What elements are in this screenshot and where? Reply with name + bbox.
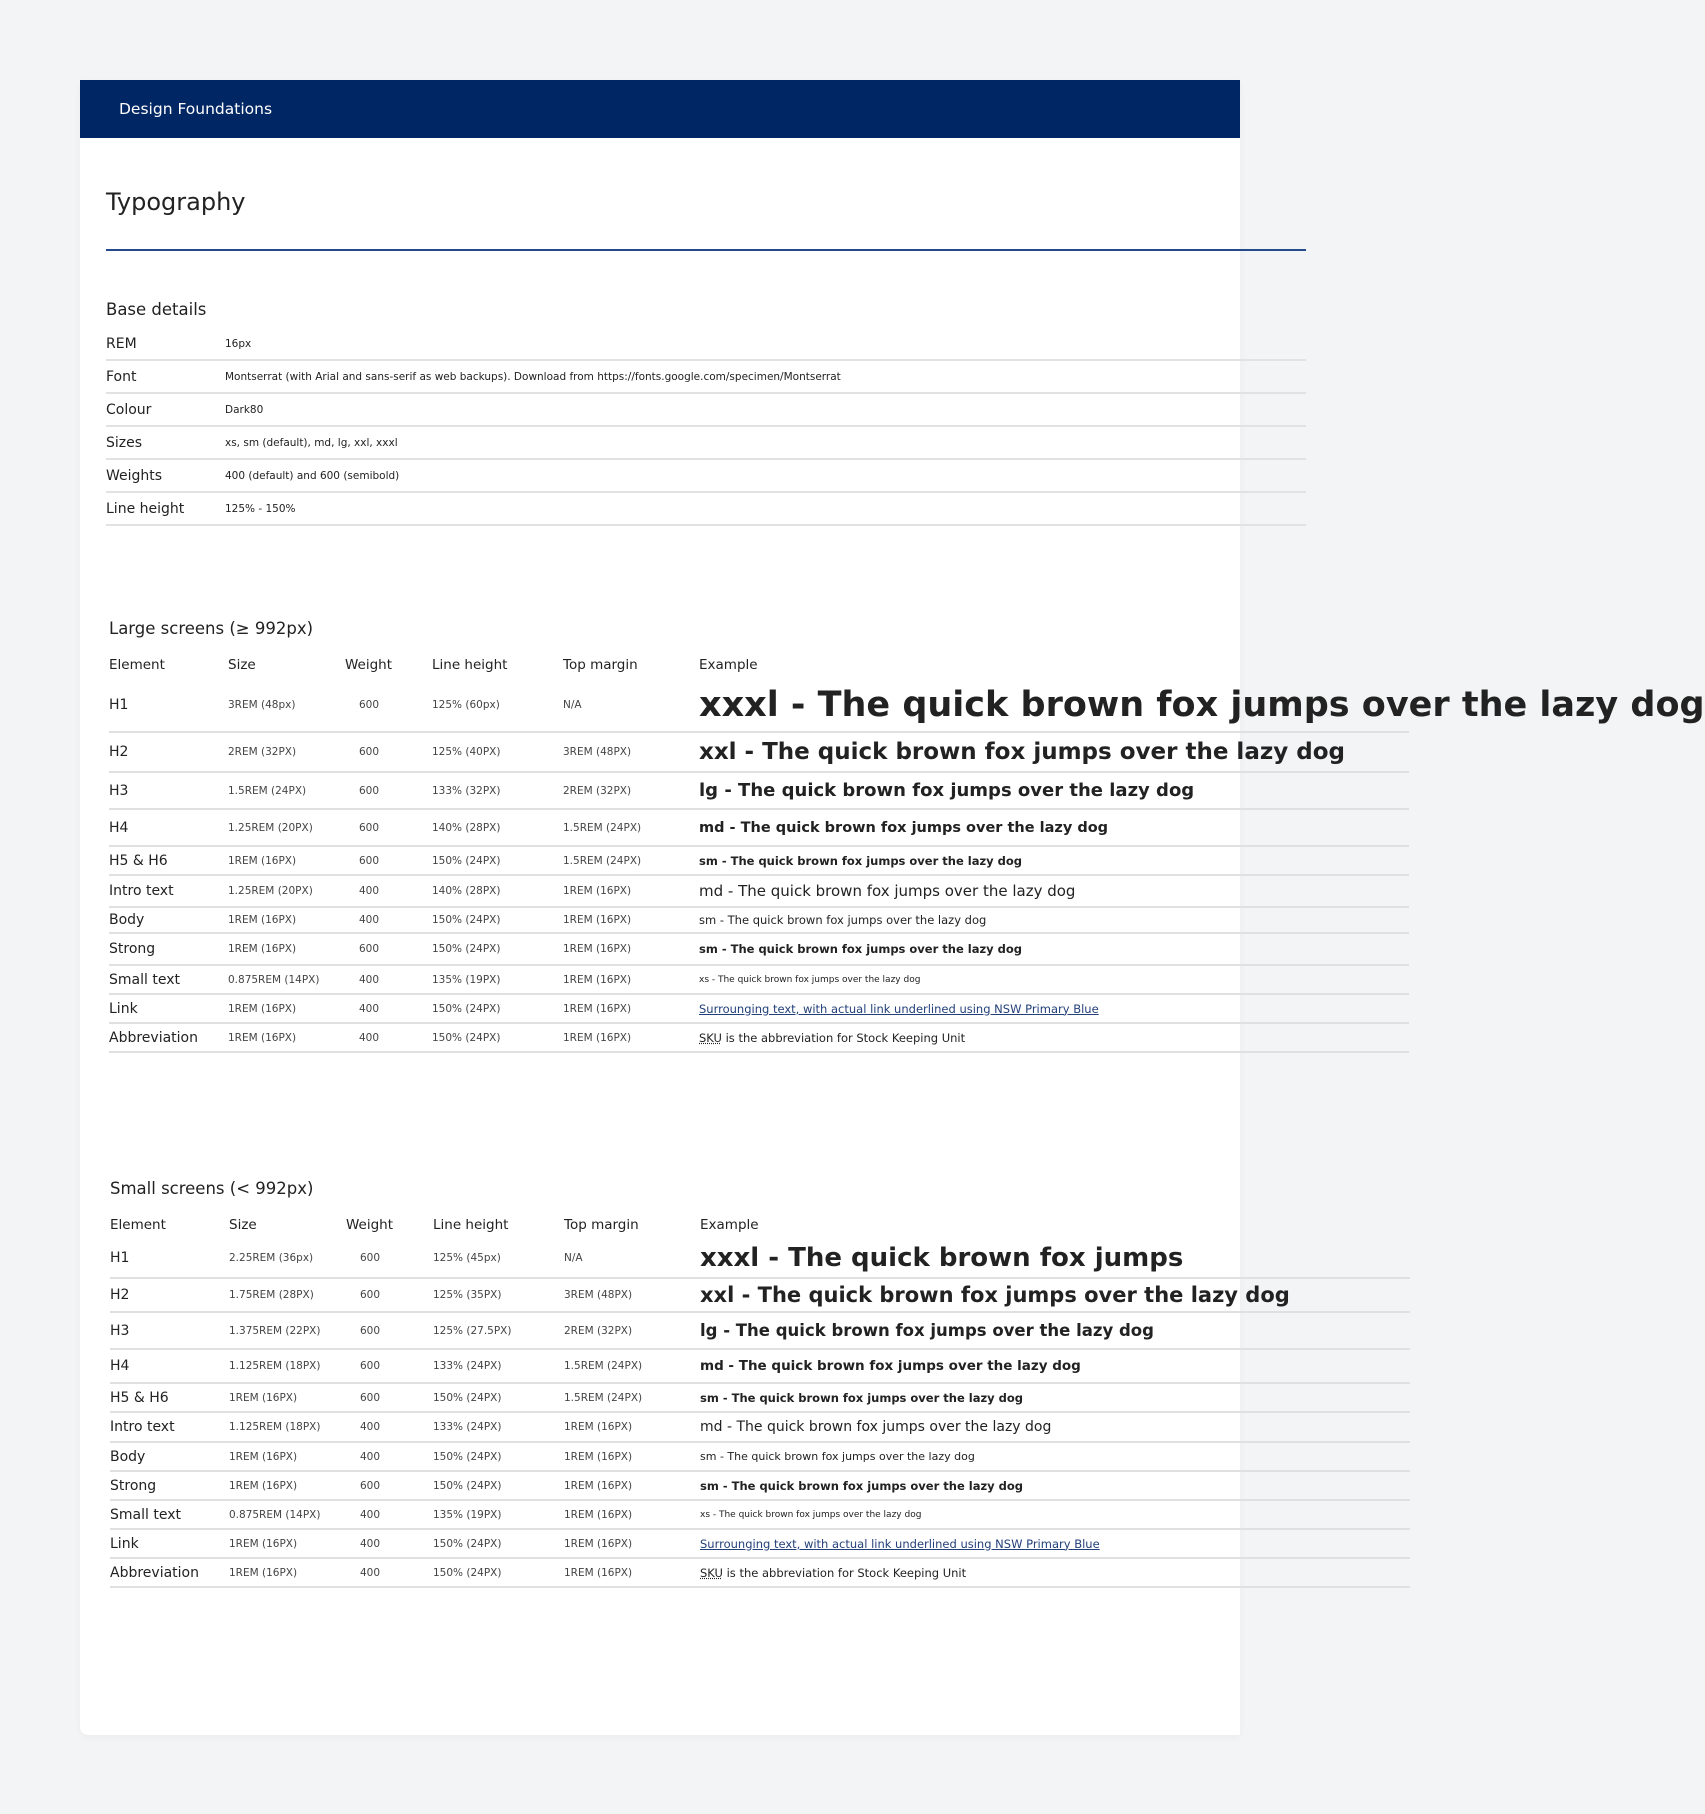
column-header-line-height: Line height: [432, 657, 508, 673]
element-name: H4: [110, 1349, 229, 1383]
example-text: md - The quick brown fox jumps over the lazy dog: [699, 809, 1409, 846]
size-value: 1REM (16PX): [228, 994, 345, 1023]
element-name: Strong: [109, 933, 228, 965]
small-screens-title: Small screens (< 992px): [110, 1179, 314, 1198]
element-name: H1: [109, 678, 228, 732]
base-label: REM: [106, 329, 225, 360]
table-row: [109, 1023, 1409, 1052]
weight-value: 400: [345, 907, 432, 933]
size-value: 1REM (16PX): [229, 1558, 346, 1587]
example-text: [700, 1529, 1410, 1558]
table-row: [109, 732, 1409, 772]
weight-value: 600: [345, 809, 432, 846]
top-margin-value: 2REM (32PX): [563, 772, 699, 809]
line-height-value: 150% (24PX): [432, 994, 563, 1023]
table-row: [110, 1412, 1410, 1442]
base-row: [106, 459, 1306, 492]
top-margin-value: 1REM (16PX): [563, 875, 699, 907]
line-height-value: 150% (24PX): [432, 846, 563, 875]
column-header-size: Size: [229, 1217, 257, 1233]
weight-value: 600: [346, 1278, 433, 1312]
example-text: lg - The quick brown fox jumps over the lazy dog: [699, 772, 1409, 809]
base-value: 16px: [225, 329, 1306, 360]
base-row: [106, 426, 1306, 459]
weight-value: 600: [346, 1312, 433, 1349]
example-text: md - The quick brown fox jumps over the lazy dog: [700, 1412, 1410, 1442]
top-margin-value: 1REM (16PX): [563, 933, 699, 965]
element-name: Body: [110, 1442, 229, 1471]
table-row: [110, 1471, 1410, 1500]
line-height-value: 125% (35PX): [433, 1278, 564, 1312]
column-header-weight: Weight: [345, 657, 393, 673]
size-value: 1REM (16PX): [228, 1023, 345, 1052]
weight-value: 400: [345, 965, 432, 994]
example-text: sm - The quick brown fox jumps over the lazy dog: [699, 933, 1409, 965]
weight-value: 600: [346, 1471, 433, 1500]
abbreviation-text: is the abbreviation for Stock Keeping Unit: [721, 1030, 966, 1045]
size-value: 1REM (16PX): [229, 1529, 346, 1558]
line-height-value: 140% (28PX): [432, 875, 563, 907]
top-margin-value: 1REM (16PX): [564, 1529, 700, 1558]
top-margin-value: 3REM (48PX): [564, 1278, 700, 1312]
line-height-value: 133% (24PX): [433, 1412, 564, 1442]
base-details-title: Base details: [106, 300, 207, 319]
element-name: Abbreviation: [109, 1023, 228, 1052]
column-header-element: Element: [109, 657, 165, 673]
top-margin-value: 1REM (16PX): [564, 1442, 700, 1471]
top-margin-value: 2REM (32PX): [564, 1312, 700, 1349]
size-value: 1REM (16PX): [229, 1442, 346, 1471]
element-name: H2: [110, 1278, 229, 1312]
abbreviation-sku: SKU: [699, 1030, 722, 1045]
top-margin-value: N/A: [564, 1238, 700, 1278]
line-height-value: 125% (60px): [432, 678, 563, 732]
line-height-value: 150% (24PX): [432, 907, 563, 933]
line-height-value: 150% (24PX): [433, 1383, 564, 1412]
size-value: 3REM (48px): [228, 678, 345, 732]
weight-value: 400: [346, 1529, 433, 1558]
size-value: 1.25REM (20PX): [228, 809, 345, 846]
example-text: xxl - The quick brown fox jumps over the lazy dog: [699, 732, 1409, 772]
weight-value: 400: [345, 994, 432, 1023]
weight-value: 400: [346, 1412, 433, 1442]
table-header-row: [110, 1212, 1410, 1238]
base-value: Dark80: [225, 393, 1306, 426]
base-value: 125% - 150%: [225, 492, 1306, 525]
size-value: 1.375REM (22PX): [229, 1312, 346, 1349]
top-margin-value: 1REM (16PX): [564, 1558, 700, 1587]
line-height-value: 125% (40PX): [432, 732, 563, 772]
base-label: Colour: [106, 393, 225, 426]
abbreviation-sku: SKU: [700, 1565, 723, 1580]
size-value: 2.25REM (36px): [229, 1238, 346, 1278]
size-value: 1REM (16PX): [228, 907, 345, 933]
abbreviation-text: is the abbreviation for Stock Keeping Unit: [722, 1565, 967, 1580]
base-value: 400 (default) and 600 (semibold): [225, 459, 1306, 492]
example-link[interactable]: Surrounging text, with actual link underlined using NSW Primary Blue: [699, 1001, 1099, 1016]
table-row: [109, 907, 1409, 933]
table-row: [110, 1442, 1410, 1471]
element-name: Link: [109, 994, 228, 1023]
element-name: Small text: [110, 1500, 229, 1529]
table-row: [110, 1383, 1410, 1412]
element-name: Body: [109, 907, 228, 933]
table-row: [110, 1529, 1410, 1558]
element-name: H5 & H6: [109, 846, 228, 875]
table-row: [110, 1278, 1410, 1312]
size-value: 1.25REM (20PX): [228, 875, 345, 907]
column-header-element: Element: [110, 1217, 166, 1233]
weight-value: 400: [346, 1442, 433, 1471]
element-name: Intro text: [110, 1412, 229, 1442]
example-text: [699, 994, 1409, 1023]
size-value: 1REM (16PX): [228, 933, 345, 965]
table-row: [110, 1558, 1410, 1587]
line-height-value: 150% (24PX): [432, 1023, 563, 1052]
line-height-value: 125% (27.5PX): [433, 1312, 564, 1349]
top-margin-value: 1.5REM (24PX): [564, 1383, 700, 1412]
example-text: sm - The quick brown fox jumps over the lazy dog: [700, 1471, 1410, 1500]
header-bar: [80, 80, 1240, 138]
example-text: xxxl - The quick brown fox jumps: [700, 1238, 1410, 1278]
base-label: Weights: [106, 459, 225, 492]
large-screens-table: [109, 652, 1705, 1053]
example-text: sm - The quick brown fox jumps over the lazy dog: [700, 1442, 1410, 1471]
table-row: [110, 1312, 1410, 1349]
element-name: H3: [110, 1312, 229, 1349]
header-title: Design Foundations: [119, 100, 273, 118]
base-label: Line height: [106, 492, 225, 525]
top-margin-value: 1REM (16PX): [563, 994, 699, 1023]
base-row: [106, 329, 1306, 360]
column-header-size: Size: [228, 657, 256, 673]
example-text: lg - The quick brown fox jumps over the lazy dog: [700, 1312, 1410, 1349]
element-name: Link: [110, 1529, 229, 1558]
top-margin-value: 1REM (16PX): [564, 1500, 700, 1529]
size-value: 1REM (16PX): [229, 1383, 346, 1412]
size-value: 1.5REM (24PX): [228, 772, 345, 809]
example-text: [699, 1023, 1409, 1052]
example-text: md - The quick brown fox jumps over the lazy dog: [700, 1349, 1410, 1383]
element-name: H2: [109, 732, 228, 772]
size-value: 1REM (16PX): [229, 1471, 346, 1500]
example-text: xs - The quick brown fox jumps over the lazy dog: [699, 965, 1409, 994]
size-value: 2REM (32PX): [228, 732, 345, 772]
weight-value: 600: [345, 846, 432, 875]
line-height-value: 140% (28PX): [432, 809, 563, 846]
column-header-example: Example: [700, 1217, 759, 1233]
table-row: [109, 933, 1409, 965]
example-text: md - The quick brown fox jumps over the lazy dog: [699, 875, 1409, 907]
base-row: [106, 393, 1306, 426]
table-row: [109, 678, 1409, 732]
small-screens-table: [110, 1212, 1410, 1588]
weight-value: 600: [345, 933, 432, 965]
example-link[interactable]: Surrounging text, with actual link underlined using NSW Primary Blue: [700, 1536, 1100, 1551]
weight-value: 600: [345, 678, 432, 732]
table-row: [109, 809, 1409, 846]
example-text: [700, 1558, 1410, 1587]
element-name: H4: [109, 809, 228, 846]
base-label: Sizes: [106, 426, 225, 459]
line-height-value: 135% (19PX): [432, 965, 563, 994]
size-value: 1.125REM (18PX): [229, 1349, 346, 1383]
element-name: Strong: [110, 1471, 229, 1500]
base-row: [106, 360, 1306, 393]
element-name: H1: [110, 1238, 229, 1278]
example-text: sm - The quick brown fox jumps over the lazy dog: [699, 846, 1409, 875]
line-height-value: 133% (24PX): [433, 1349, 564, 1383]
top-margin-value: 1.5REM (24PX): [563, 809, 699, 846]
top-margin-value: 1REM (16PX): [563, 1023, 699, 1052]
title-divider: [106, 249, 1306, 251]
weight-value: 600: [346, 1383, 433, 1412]
base-value: Montserrat (with Arial and sans-serif as web backups). Download from https://fonts.google.com/specimen/Montserrat: [225, 360, 1306, 393]
base-details-table: [106, 329, 1306, 526]
example-text: sm - The quick brown fox jumps over the lazy dog: [700, 1383, 1410, 1412]
base-label: Font: [106, 360, 225, 393]
line-height-value: 150% (24PX): [433, 1442, 564, 1471]
weight-value: 400: [346, 1558, 433, 1587]
element-name: Abbreviation: [110, 1558, 229, 1587]
line-height-value: 150% (24PX): [433, 1471, 564, 1500]
top-margin-value: N/A: [563, 678, 699, 732]
column-header-top-margin: Top margin: [563, 657, 638, 673]
table-row: [109, 875, 1409, 907]
column-header-weight: Weight: [346, 1217, 394, 1233]
size-value: 1REM (16PX): [228, 846, 345, 875]
table-row: [110, 1238, 1410, 1278]
line-height-value: 133% (32PX): [432, 772, 563, 809]
table-row: [109, 772, 1409, 809]
column-header-line-height: Line height: [433, 1217, 509, 1233]
size-value: 0.875REM (14PX): [229, 1500, 346, 1529]
table-header-row: [109, 652, 1409, 678]
weight-value: 600: [346, 1238, 433, 1278]
base-row: [106, 492, 1306, 525]
top-margin-value: 3REM (48PX): [563, 732, 699, 772]
weight-value: 600: [345, 732, 432, 772]
example-text: sm - The quick brown fox jumps over the lazy dog: [699, 907, 1409, 933]
line-height-value: 125% (45px): [433, 1238, 564, 1278]
top-margin-value: 1.5REM (24PX): [563, 846, 699, 875]
element-name: Small text: [109, 965, 228, 994]
table-row: [109, 994, 1409, 1023]
weight-value: 600: [345, 772, 432, 809]
example-text: xxxl - The quick brown fox jumps over the lazy dog: [699, 678, 1409, 732]
weight-value: 600: [346, 1349, 433, 1383]
element-name: Intro text: [109, 875, 228, 907]
example-text: xxl - The quick brown fox jumps over the lazy dog: [700, 1278, 1410, 1312]
table-row: [109, 846, 1409, 875]
weight-value: 400: [346, 1500, 433, 1529]
page-title: Typography: [106, 188, 246, 216]
line-height-value: 135% (19PX): [433, 1500, 564, 1529]
element-name: H5 & H6: [110, 1383, 229, 1412]
typography-card: [80, 80, 1705, 1735]
line-height-value: 150% (24PX): [433, 1529, 564, 1558]
column-header-example: Example: [699, 657, 758, 673]
size-value: 0.875REM (14PX): [228, 965, 345, 994]
column-header-top-margin: Top margin: [564, 1217, 639, 1233]
example-text: xs - The quick brown fox jumps over the lazy dog: [700, 1500, 1410, 1529]
line-height-value: 150% (24PX): [433, 1558, 564, 1587]
weight-value: 400: [345, 1023, 432, 1052]
table-row: [109, 965, 1409, 994]
top-margin-value: 1REM (16PX): [564, 1412, 700, 1442]
large-screens-title: Large screens (≥ 992px): [109, 619, 314, 638]
line-height-value: 150% (24PX): [432, 933, 563, 965]
top-margin-value: 1REM (16PX): [563, 965, 699, 994]
table-row: [110, 1500, 1410, 1529]
table-row: [110, 1349, 1410, 1383]
size-value: 1.125REM (18PX): [229, 1412, 346, 1442]
weight-value: 400: [345, 875, 432, 907]
top-margin-value: 1REM (16PX): [563, 907, 699, 933]
top-margin-value: 1.5REM (24PX): [564, 1349, 700, 1383]
top-margin-value: 1REM (16PX): [564, 1471, 700, 1500]
element-name: H3: [109, 772, 228, 809]
size-value: 1.75REM (28PX): [229, 1278, 346, 1312]
base-value: xs, sm (default), md, lg, xxl, xxxl: [225, 426, 1306, 459]
